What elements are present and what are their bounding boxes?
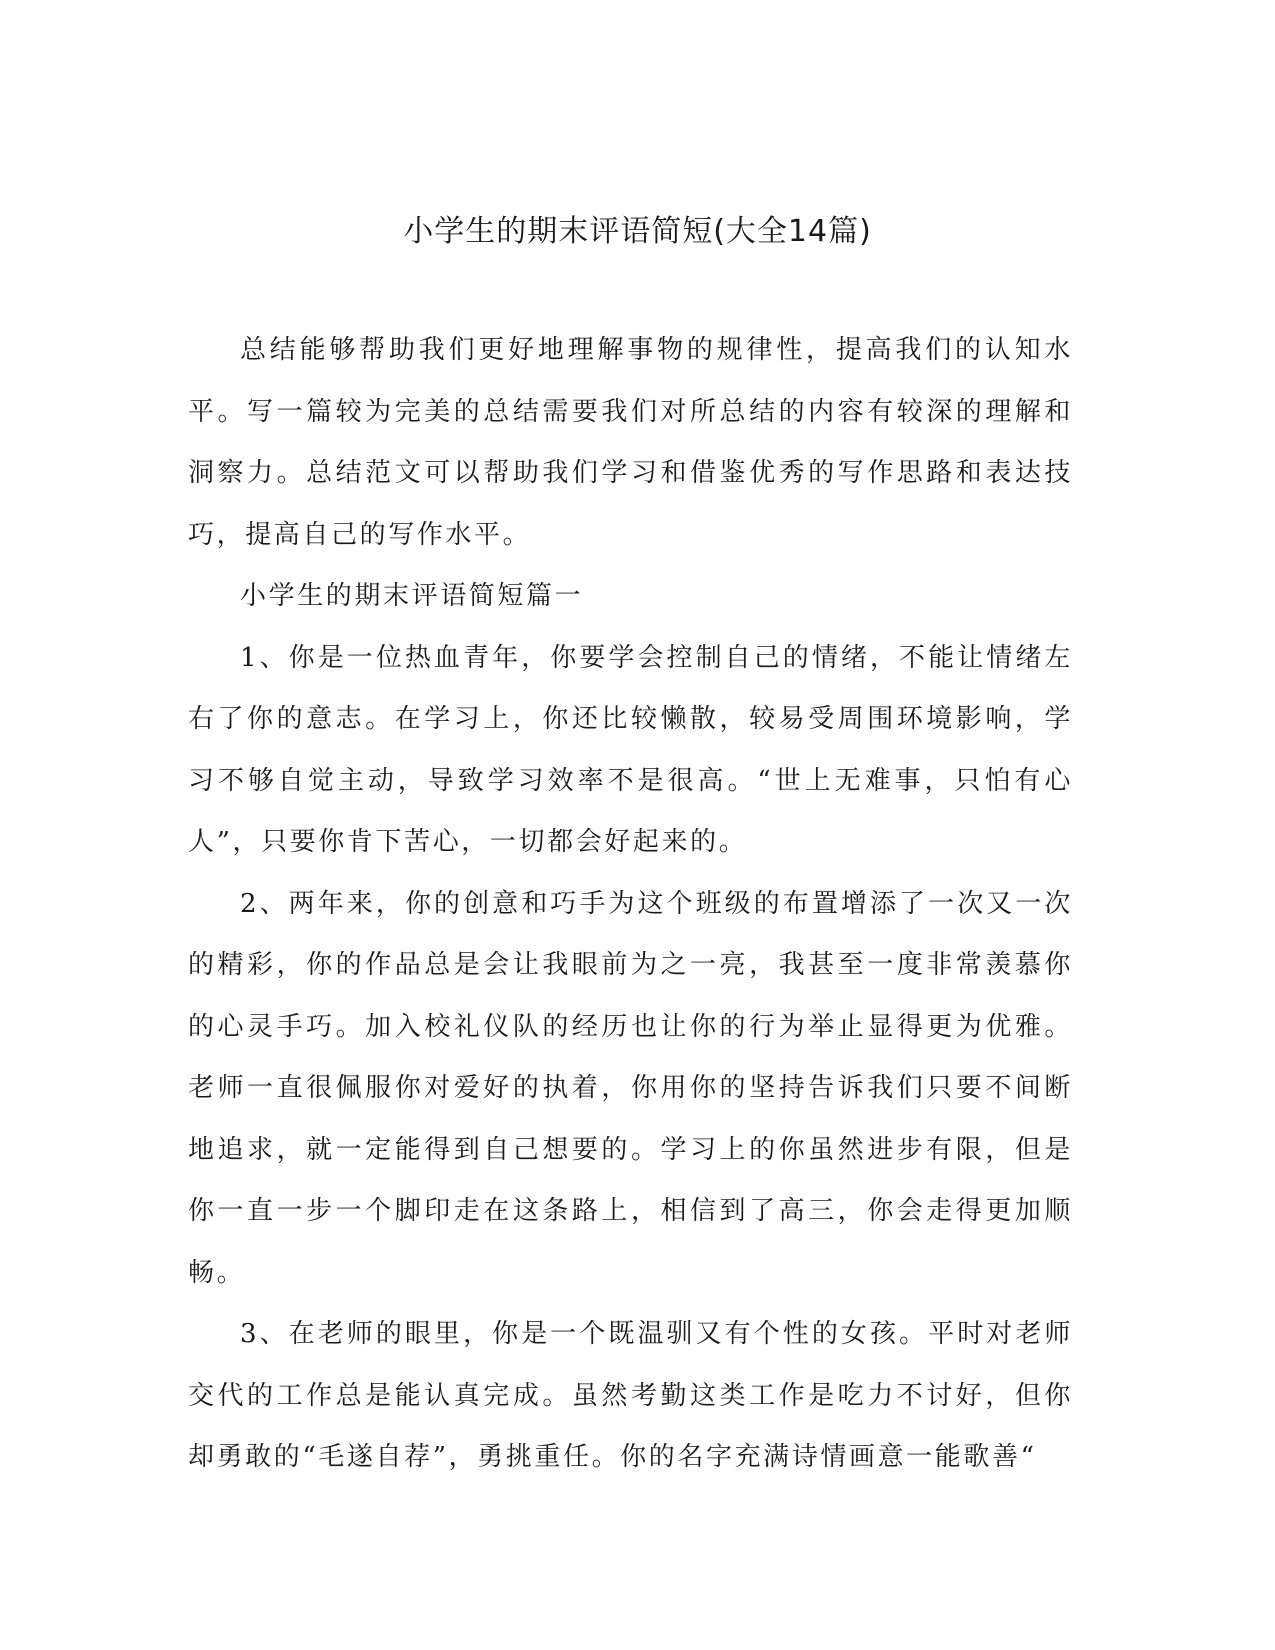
document-title: 小学生的期末评语简短(大全14篇) (403, 214, 872, 249)
comment-paragraph: 1、你是一位热血青年，你要学会控制自己的情绪，不能让情绪左右了你的意志。在学习上，你还比较懒散，较易受周围环境影响，学习不够自觉主动，导致学习效率不是很高。“世上无难事，只怕有心人”，只要你肯下苦心，一切都会好起来的。 (188, 642, 1073, 857)
comment-paragraph: 3、在老师的眼里，你是一个既温驯又有个性的女孩。平时对老师交代的工作总是能认真完成。虽然考勤这类工作是吃力不讨好，但你却勇敢的“毛遂自荐”，勇挑重任。你的名字充满诗情画意一能歌善“ (188, 1319, 1073, 1472)
section-heading: 小学生的期末评语简短篇一 (240, 581, 584, 611)
comment-paragraph: 2、两年来，你的创意和巧手为这个班级的布置增添了一次又一次的精彩，你的作品总是会让我眼前为之一亮，我甚至一度非常羡慕你的心灵手巧。加入校礼仪队的经历也让你的行为举止显得更为优雅。老师一直很佩服你对爱好的执着，你用你的坚持告诉我们只要不间断地追求，就一定能得到自己想要的。学习上的你虽然进步有限，但是你一直一步一个脚印走在这条路上，相信到了高三，你会走得更加顺畅。 (188, 888, 1073, 1288)
intro-paragraph: 总结能够帮助我们更好地理解事物的规律性，提高我们的认知水平。写一篇较为完美的总结需要我们对所总结的内容有较深的理解和洞察力。总结范文可以帮助我们学习和借鉴优秀的写作思路和表达技巧，提高自己的写作水平。 (188, 335, 1073, 550)
document-body (188, 320, 1073, 1489)
